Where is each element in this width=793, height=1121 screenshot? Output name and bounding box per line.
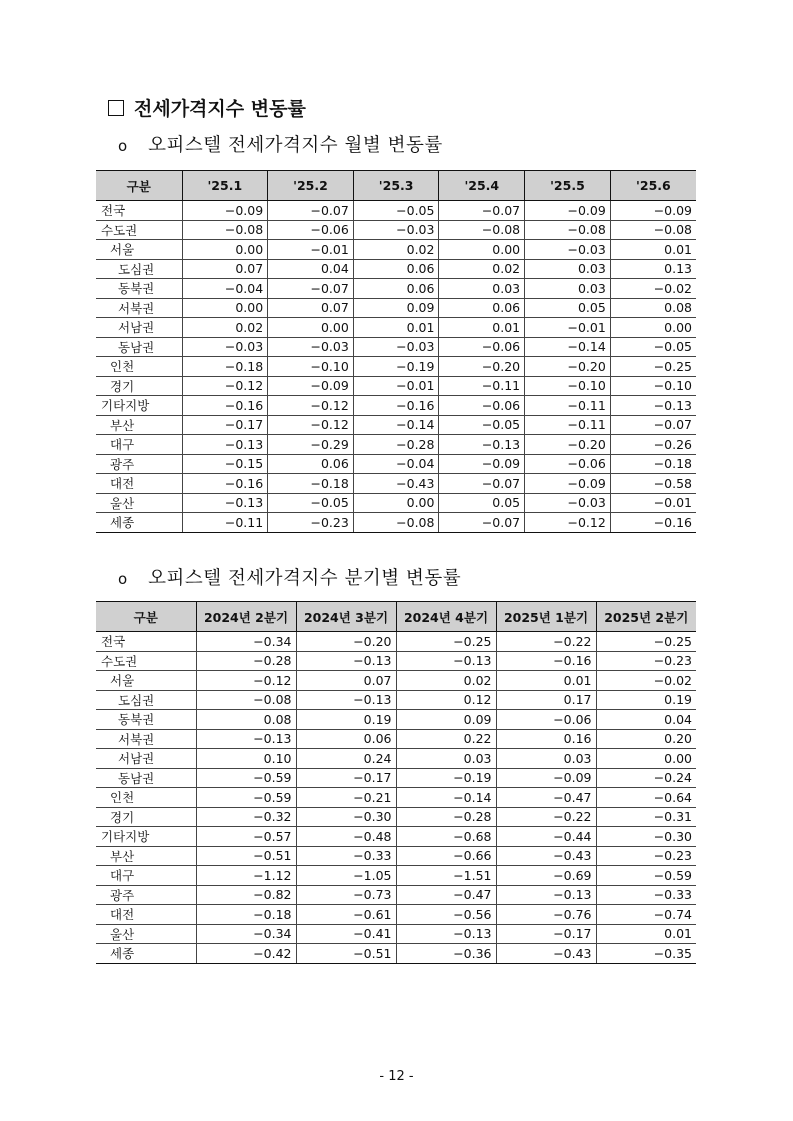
region-cell: 동북권 xyxy=(96,279,182,299)
value-cell: −0.01 xyxy=(268,240,354,260)
table-row xyxy=(96,827,696,847)
value-cell: −0.13 xyxy=(396,651,496,671)
column-header: '25.2 xyxy=(268,171,354,201)
column-header: '25.6 xyxy=(610,171,696,201)
value-cell: −0.18 xyxy=(610,454,696,474)
value-cell: −0.56 xyxy=(396,905,496,925)
value-cell: −0.17 xyxy=(296,768,396,788)
value-cell: −0.12 xyxy=(268,396,354,416)
value-cell: −0.13 xyxy=(296,690,396,710)
column-header: '25.3 xyxy=(353,171,439,201)
table-row xyxy=(96,279,696,299)
value-cell: −0.08 xyxy=(439,220,525,240)
value-cell: 0.03 xyxy=(525,259,611,279)
value-cell: −0.12 xyxy=(182,376,268,396)
table-row xyxy=(96,435,696,455)
value-cell: −0.10 xyxy=(268,357,354,377)
table-row xyxy=(96,396,696,416)
value-cell: 0.10 xyxy=(196,749,296,769)
column-header: 2024년 2분기 xyxy=(196,602,296,632)
checkbox-square-icon xyxy=(108,100,124,116)
region-cell: 세종 xyxy=(96,944,196,964)
value-cell: −0.23 xyxy=(596,846,696,866)
value-cell: 0.06 xyxy=(268,454,354,474)
table-row xyxy=(96,671,696,691)
value-cell: 0.07 xyxy=(268,298,354,318)
value-cell: 0.17 xyxy=(496,690,596,710)
value-cell: −0.31 xyxy=(596,807,696,827)
section-title xyxy=(108,94,306,121)
value-cell: −0.43 xyxy=(496,846,596,866)
value-cell: −0.13 xyxy=(182,493,268,513)
value-cell: 0.06 xyxy=(353,279,439,299)
value-cell: −1.05 xyxy=(296,866,396,886)
value-cell: −0.73 xyxy=(296,885,396,905)
value-cell: −0.25 xyxy=(396,632,496,652)
value-cell: −0.20 xyxy=(439,357,525,377)
value-cell: −0.43 xyxy=(496,944,596,964)
value-cell: 0.02 xyxy=(439,259,525,279)
value-cell: −0.09 xyxy=(525,201,611,221)
value-cell: 0.00 xyxy=(596,749,696,769)
value-cell: −0.07 xyxy=(439,474,525,494)
value-cell: −0.13 xyxy=(439,435,525,455)
value-cell: 0.01 xyxy=(353,318,439,338)
value-cell: 0.00 xyxy=(439,240,525,260)
value-cell: −0.16 xyxy=(353,396,439,416)
value-cell: −0.43 xyxy=(353,474,439,494)
table-row xyxy=(96,220,696,240)
table-row xyxy=(96,201,696,221)
value-cell: −0.69 xyxy=(496,866,596,886)
page-number: - 12 - xyxy=(379,1069,414,1084)
value-cell: −0.07 xyxy=(610,415,696,435)
quarterly-header-row xyxy=(96,602,696,632)
value-cell: 0.01 xyxy=(610,240,696,260)
value-cell: −0.13 xyxy=(396,924,496,944)
value-cell: −0.74 xyxy=(596,905,696,925)
region-cell: 기타지방 xyxy=(96,396,182,416)
value-cell: −0.09 xyxy=(610,201,696,221)
value-cell: −0.02 xyxy=(610,279,696,299)
value-cell: 0.01 xyxy=(439,318,525,338)
value-cell: −0.29 xyxy=(268,435,354,455)
value-cell: −0.22 xyxy=(496,807,596,827)
value-cell: −0.06 xyxy=(268,220,354,240)
region-cell: 울산 xyxy=(96,924,196,944)
value-cell: −0.11 xyxy=(439,376,525,396)
value-cell: −0.11 xyxy=(182,513,268,533)
value-cell: −0.64 xyxy=(596,788,696,808)
table-row xyxy=(96,710,696,730)
value-cell: 0.03 xyxy=(439,279,525,299)
value-cell: −0.34 xyxy=(196,924,296,944)
value-cell: 0.02 xyxy=(353,240,439,260)
value-cell: 0.07 xyxy=(182,259,268,279)
table-row xyxy=(96,944,696,964)
value-cell: −0.20 xyxy=(296,632,396,652)
value-cell: −0.10 xyxy=(610,376,696,396)
table-row xyxy=(96,729,696,749)
value-cell: −0.01 xyxy=(610,493,696,513)
value-cell: −0.07 xyxy=(439,513,525,533)
value-cell: −0.08 xyxy=(610,220,696,240)
table-row xyxy=(96,749,696,769)
table-row xyxy=(96,298,696,318)
table-row xyxy=(96,357,696,377)
quarterly-change-table xyxy=(96,601,696,964)
value-cell: −0.16 xyxy=(182,396,268,416)
region-cell: 세종 xyxy=(96,513,182,533)
monthly-table-title-text: 오피스텔 전세가격지수 월별 변동률 xyxy=(148,135,443,156)
value-cell: 0.03 xyxy=(396,749,496,769)
value-cell: −0.05 xyxy=(353,201,439,221)
value-cell: 0.22 xyxy=(396,729,496,749)
column-header: '25.4 xyxy=(439,171,525,201)
table-row xyxy=(96,259,696,279)
value-cell: −0.15 xyxy=(182,454,268,474)
value-cell: 0.01 xyxy=(496,671,596,691)
region-cell: 대구 xyxy=(96,435,182,455)
value-cell: 0.12 xyxy=(396,690,496,710)
monthly-table-title xyxy=(118,131,443,157)
table-row xyxy=(96,318,696,338)
value-cell: −0.07 xyxy=(439,201,525,221)
value-cell: −0.28 xyxy=(396,807,496,827)
region-cell: 서남권 xyxy=(96,749,196,769)
value-cell: −0.06 xyxy=(525,454,611,474)
value-cell: −0.03 xyxy=(525,493,611,513)
value-cell: −0.08 xyxy=(525,220,611,240)
table-row xyxy=(96,632,696,652)
value-cell: −0.16 xyxy=(182,474,268,494)
value-cell: −0.05 xyxy=(268,493,354,513)
value-cell: −0.03 xyxy=(353,220,439,240)
value-cell: −0.26 xyxy=(610,435,696,455)
value-cell: −0.44 xyxy=(496,827,596,847)
value-cell: −0.47 xyxy=(496,788,596,808)
value-cell: −0.48 xyxy=(296,827,396,847)
value-cell: −0.30 xyxy=(596,827,696,847)
region-cell: 전국 xyxy=(96,632,196,652)
value-cell: −0.12 xyxy=(525,513,611,533)
value-cell: −0.08 xyxy=(196,690,296,710)
value-cell: −0.09 xyxy=(496,768,596,788)
value-cell: −0.18 xyxy=(268,474,354,494)
value-cell: −0.59 xyxy=(196,768,296,788)
column-header: 2024년 3분기 xyxy=(296,602,396,632)
value-cell: −0.25 xyxy=(596,632,696,652)
value-cell: −0.68 xyxy=(396,827,496,847)
value-cell: 0.16 xyxy=(496,729,596,749)
value-cell: −0.08 xyxy=(353,513,439,533)
value-cell: −0.59 xyxy=(196,788,296,808)
value-cell: 0.08 xyxy=(610,298,696,318)
value-cell: −0.02 xyxy=(596,671,696,691)
value-cell: −0.01 xyxy=(353,376,439,396)
value-cell: −0.13 xyxy=(610,396,696,416)
value-cell: 0.13 xyxy=(610,259,696,279)
value-cell: −0.13 xyxy=(182,435,268,455)
region-cell: 인천 xyxy=(96,788,196,808)
value-cell: −0.14 xyxy=(396,788,496,808)
column-header: 2024년 4분기 xyxy=(396,602,496,632)
table-row xyxy=(96,337,696,357)
value-cell: −0.18 xyxy=(182,357,268,377)
value-cell: −0.20 xyxy=(525,435,611,455)
value-cell: 0.09 xyxy=(353,298,439,318)
value-cell: 0.00 xyxy=(353,493,439,513)
value-cell: −0.21 xyxy=(296,788,396,808)
table-row xyxy=(96,866,696,886)
value-cell: −0.23 xyxy=(596,651,696,671)
column-header: 2025년 2분기 xyxy=(596,602,696,632)
value-cell: −0.58 xyxy=(610,474,696,494)
region-cell: 부산 xyxy=(96,415,182,435)
region-cell: 수도권 xyxy=(96,220,182,240)
value-cell: −0.12 xyxy=(268,415,354,435)
table-row xyxy=(96,807,696,827)
value-cell: −0.34 xyxy=(196,632,296,652)
value-cell: −0.33 xyxy=(296,846,396,866)
region-cell: 기타지방 xyxy=(96,827,196,847)
table-row xyxy=(96,454,696,474)
value-cell: −1.51 xyxy=(396,866,496,886)
region-cell: 동남권 xyxy=(96,768,196,788)
value-cell: −0.06 xyxy=(439,396,525,416)
bullet-circle-icon: o xyxy=(118,137,128,155)
region-cell: 대전 xyxy=(96,905,196,925)
value-cell: −0.32 xyxy=(196,807,296,827)
region-cell: 전국 xyxy=(96,201,182,221)
value-cell: −0.07 xyxy=(268,279,354,299)
value-cell: −0.36 xyxy=(396,944,496,964)
value-cell: −0.13 xyxy=(196,729,296,749)
value-cell: −0.42 xyxy=(196,944,296,964)
table-row xyxy=(96,240,696,260)
value-cell: −0.01 xyxy=(525,318,611,338)
value-cell: −0.24 xyxy=(596,768,696,788)
region-cell: 광주 xyxy=(96,885,196,905)
table-row xyxy=(96,376,696,396)
region-cell: 경기 xyxy=(96,807,196,827)
value-cell: −0.05 xyxy=(439,415,525,435)
table-row xyxy=(96,690,696,710)
table-row xyxy=(96,905,696,925)
value-cell: −0.06 xyxy=(496,710,596,730)
value-cell: 0.05 xyxy=(525,298,611,318)
value-cell: 0.19 xyxy=(596,690,696,710)
value-cell: −0.17 xyxy=(182,415,268,435)
value-cell: 0.06 xyxy=(296,729,396,749)
value-cell: −0.04 xyxy=(182,279,268,299)
value-cell: −0.61 xyxy=(296,905,396,925)
value-cell: −0.76 xyxy=(496,905,596,925)
value-cell: −0.14 xyxy=(525,337,611,357)
region-cell: 대전 xyxy=(96,474,182,494)
region-cell: 대구 xyxy=(96,866,196,886)
value-cell: −0.59 xyxy=(596,866,696,886)
value-cell: −0.47 xyxy=(396,885,496,905)
value-cell: −0.51 xyxy=(196,846,296,866)
value-cell: 0.24 xyxy=(296,749,396,769)
table-row xyxy=(96,513,696,533)
value-cell: 0.06 xyxy=(439,298,525,318)
value-cell: 0.03 xyxy=(525,279,611,299)
value-cell: −0.07 xyxy=(268,201,354,221)
value-cell: −0.16 xyxy=(610,513,696,533)
value-cell: −0.11 xyxy=(525,415,611,435)
value-cell: −0.09 xyxy=(439,454,525,474)
value-cell: −0.23 xyxy=(268,513,354,533)
value-cell: −0.28 xyxy=(196,651,296,671)
table-row xyxy=(96,651,696,671)
column-header: 2025년 1분기 xyxy=(496,602,596,632)
table-row xyxy=(96,846,696,866)
value-cell: 0.01 xyxy=(596,924,696,944)
region-cell: 서남권 xyxy=(96,318,182,338)
table-row xyxy=(96,924,696,944)
region-cell: 수도권 xyxy=(96,651,196,671)
value-cell: 0.05 xyxy=(439,493,525,513)
value-cell: −0.28 xyxy=(353,435,439,455)
region-cell: 서북권 xyxy=(96,298,182,318)
value-cell: 0.00 xyxy=(268,318,354,338)
value-cell: −0.20 xyxy=(525,357,611,377)
value-cell: −0.11 xyxy=(525,396,611,416)
value-cell: 0.03 xyxy=(496,749,596,769)
region-cell: 동남권 xyxy=(96,337,182,357)
value-cell: −0.10 xyxy=(525,376,611,396)
region-cell: 서북권 xyxy=(96,729,196,749)
value-cell: −0.06 xyxy=(439,337,525,357)
region-cell: 울산 xyxy=(96,493,182,513)
region-cell: 도심권 xyxy=(96,259,182,279)
value-cell: 0.06 xyxy=(353,259,439,279)
table-row xyxy=(96,474,696,494)
value-cell: −0.51 xyxy=(296,944,396,964)
value-cell: −0.13 xyxy=(296,651,396,671)
value-cell: −0.14 xyxy=(353,415,439,435)
value-cell: 0.02 xyxy=(396,671,496,691)
column-header: '25.5 xyxy=(525,171,611,201)
region-cell: 동북권 xyxy=(96,710,196,730)
value-cell: 0.04 xyxy=(268,259,354,279)
column-header: 구분 xyxy=(96,171,182,201)
value-cell: −0.66 xyxy=(396,846,496,866)
value-cell: −0.41 xyxy=(296,924,396,944)
value-cell: −0.13 xyxy=(496,885,596,905)
region-cell: 서울 xyxy=(96,671,196,691)
value-cell: −0.05 xyxy=(610,337,696,357)
value-cell: −0.04 xyxy=(353,454,439,474)
quarterly-table-title-text: 오피스텔 전세가격지수 분기별 변동률 xyxy=(148,568,462,589)
value-cell: 0.07 xyxy=(296,671,396,691)
value-cell: −0.09 xyxy=(182,201,268,221)
column-header: 구분 xyxy=(96,602,196,632)
quarterly-table-title xyxy=(118,564,461,590)
value-cell: −0.19 xyxy=(396,768,496,788)
value-cell: 0.04 xyxy=(596,710,696,730)
value-cell: −0.08 xyxy=(182,220,268,240)
value-cell: −0.25 xyxy=(610,357,696,377)
monthly-header-row xyxy=(96,171,696,201)
region-cell: 서울 xyxy=(96,240,182,260)
value-cell: −0.03 xyxy=(353,337,439,357)
value-cell: −0.19 xyxy=(353,357,439,377)
value-cell: −0.12 xyxy=(196,671,296,691)
value-cell: −0.82 xyxy=(196,885,296,905)
value-cell: −0.03 xyxy=(525,240,611,260)
value-cell: −0.03 xyxy=(182,337,268,357)
value-cell: −0.16 xyxy=(496,651,596,671)
value-cell: −0.09 xyxy=(525,474,611,494)
region-cell: 부산 xyxy=(96,846,196,866)
monthly-change-table xyxy=(96,170,696,533)
region-cell: 광주 xyxy=(96,454,182,474)
table-row xyxy=(96,885,696,905)
table-row xyxy=(96,415,696,435)
value-cell: 0.08 xyxy=(196,710,296,730)
value-cell: −0.57 xyxy=(196,827,296,847)
region-cell: 도심권 xyxy=(96,690,196,710)
value-cell: −1.12 xyxy=(196,866,296,886)
value-cell: 0.00 xyxy=(182,240,268,260)
column-header: '25.1 xyxy=(182,171,268,201)
section-title-text: 전세가격지수 변동률 xyxy=(134,98,306,120)
table-row xyxy=(96,493,696,513)
value-cell: −0.30 xyxy=(296,807,396,827)
value-cell: −0.22 xyxy=(496,632,596,652)
region-cell: 인천 xyxy=(96,357,182,377)
value-cell: −0.03 xyxy=(268,337,354,357)
table-row xyxy=(96,788,696,808)
value-cell: 0.00 xyxy=(610,318,696,338)
value-cell: −0.09 xyxy=(268,376,354,396)
value-cell: 0.02 xyxy=(182,318,268,338)
value-cell: 0.20 xyxy=(596,729,696,749)
bullet-circle-icon: o xyxy=(118,570,128,588)
value-cell: −0.17 xyxy=(496,924,596,944)
table-row xyxy=(96,768,696,788)
value-cell: −0.35 xyxy=(596,944,696,964)
value-cell: −0.18 xyxy=(196,905,296,925)
value-cell: 0.00 xyxy=(182,298,268,318)
value-cell: 0.09 xyxy=(396,710,496,730)
value-cell: −0.33 xyxy=(596,885,696,905)
value-cell: 0.19 xyxy=(296,710,396,730)
region-cell: 경기 xyxy=(96,376,182,396)
